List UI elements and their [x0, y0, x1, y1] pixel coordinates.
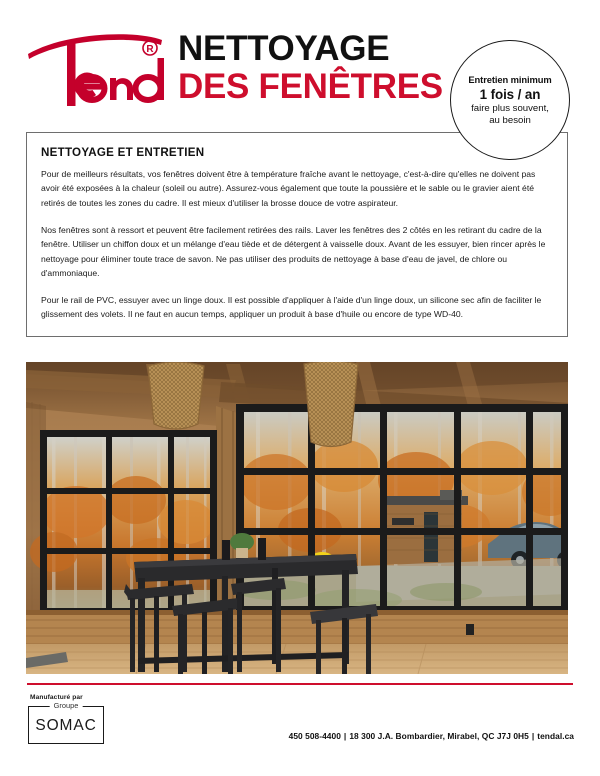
badge-line-2: 1 fois / an: [479, 87, 541, 102]
footer-separator-2: |: [531, 731, 535, 741]
somac-name: SOMAC: [35, 717, 97, 734]
window-right: [236, 404, 568, 615]
somac-logo: [28, 701, 104, 744]
maintenance-frequency-badge: [450, 40, 570, 160]
tendal-logo: [26, 28, 176, 110]
page-title: [178, 30, 446, 106]
badge-line-1: Entretien minimum: [468, 74, 552, 85]
svg-text:R: R: [146, 44, 154, 55]
somac-prefix: Groupe: [50, 701, 83, 711]
section-heading: NETTOYAGE ET ENTRETIEN: [41, 146, 205, 159]
page-title-line2: DES FENÊTRES: [178, 67, 443, 106]
paragraph-3: Pour le rail de PVC, essuyer avec un linge doux. Il est possible d'appliquer à l'aide d'un linge doux, un silicone sec afin de faciliter le glissement des volets. Il ne faut en aucun temps, appliquer un produit à base d'huile ou encore de type WD-40.: [41, 294, 542, 320]
pendant-lamp-right: [304, 362, 358, 447]
badge-line-3a: faire plus souvent,: [471, 103, 549, 114]
document-header: [0, 0, 600, 132]
footer-divider: [27, 683, 573, 685]
footer-contact: [289, 731, 574, 741]
paragraph-2: Nos fenêtres sont à ressort et peuvent être facilement retirées des rails. Laver les fenêtres des 2 côtés en les retirant du cadre de la fenêtre. Utiliser un chiffon doux et un mélange d'eau tiède et de détergent à vaisselle doux. Avant de les essuyer, bien rincer après le nettoyage pour éliminer toute trace de savon. Ne pas utiliser des produits de nettoyage à base d'eau de javel, de chlore ou d'ammoniaque.: [41, 224, 546, 278]
instructions-body: [41, 167, 549, 322]
page-title-line1: NETTOYAGE: [178, 29, 390, 68]
manufactured-by-label: Manufacturé par: [30, 694, 83, 701]
paragraph-1: Pour de meilleurs résultats, vos fenêtres doivent être à température fraîche avant le nettoyage, c'est-à-dire qu'elles ne doivent pas avoir été exposées à la chaleur (soleil ou autre). Assurez-vous également que toute la poussière et le sable ou le gravier aient été retirés de toutes les zones du cadre. Il est mieux d'utiliser la brosse douce de votre aspirateur.: [41, 169, 536, 208]
instructions-panel: [26, 132, 568, 337]
stool-4: [310, 604, 378, 674]
footer-website[interactable]: tendal.ca: [537, 731, 574, 741]
pendant-lamp-left: [148, 362, 204, 429]
stool-1: [124, 584, 194, 672]
footer-phone[interactable]: 450 508-4400: [288, 731, 341, 741]
cabin-interior-illustration: [26, 362, 568, 674]
footer-address: 18 300 J.A. Bombardier, Mirabel, QC J7J 0H5: [349, 731, 529, 741]
product-photo: [26, 362, 568, 674]
stool-2: [172, 598, 240, 674]
tendal-logo-mark: [26, 28, 176, 110]
badge-line-3b: au besoin: [489, 114, 531, 126]
footer-separator-1: |: [343, 731, 347, 741]
